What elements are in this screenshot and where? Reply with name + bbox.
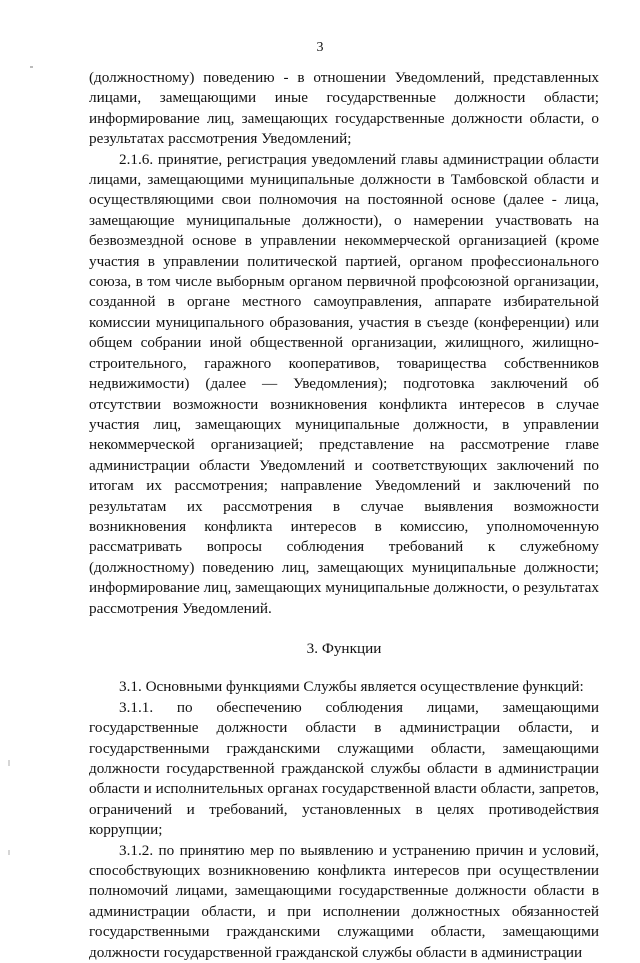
paragraph-continuation: (должностному) поведению - в отношении Уведомлений, представленных лицами, замещающими иные государственные должности области; информирование лиц, замещающих государственные должности области, о результатах рассмотрения Уведомлений;	[89, 69, 599, 148]
paragraph-3-1-1: 3.1.1. по обеспечению соблюдения лицами, замещающими государственные должности области в администрации области, и государственными гражданскими служащими области, замещающими должности государственной гражданской службы области в администрации области и исполнительных органах государственной власти области, запретов, ограничений и требований, установленных в целях противодействия коррупции;	[89, 698, 599, 839]
page-number: 3	[316, 40, 324, 55]
paragraph-2-1-6: 2.1.6. принятие, регистрация уведомлений главы администрации области лицами, замещающими муниципальные должности в Тамбовской области и осуществляющими свои полномочия на постоянной основе (далее - лица, замещающие муниципальные должности), о намерении участвовать на безвозмездной основе в управлении некоммерческой организацией (кроме участия в управлении политической партией, органом профессионального союза, в том числе выборным органом первичной профсоюзной организации, созданной в органе местного самоуправления, аппарате избирательной комиссии муниципального образования, участия в съезде (конференции) или общем собрании иной общественной организации, жилищного, жилищно-строительного, гаражного кооперативов, товарищества собственников недвижимости) (далее — Уведомления); подготовка заключений об отсутствии возможности возникновения конфликта интересов в случае участия лиц, замещающих муниципальные должности, в управлении некоммерческой организацией; представление на рассмотрение главе администрации области Уведомлений и соответствующих заключений по итогам их рассмотрения; направление Уведомлений и заключений по результатам их рассмотрения в случае выявления возможности возникновения конфликта интересов в комиссию, уполномоченную рассматривать вопросы соблюдения требований к служебному (должностному) поведению лиц, замещающих муниципальные должности; информирование лиц, замещающих муниципальные должности, о результатах рассмотрения Уведомлений.	[89, 150, 599, 617]
section-title: 3. Функции	[306, 639, 382, 657]
paragraph-3-1: 3.1. Основными функциями Службы является осуществление функций:	[119, 678, 584, 696]
document-body	[89, 68, 599, 963]
margin-mark	[30, 66, 33, 68]
scan-edge-mark	[8, 760, 10, 766]
paragraph-3-1-2: 3.1.2. по принятию мер по выявлению и устранению причин и условий, способствующих возникновению конфликта интересов при осуществлении полномочий лицами, замещающими государственные должности области в администрации области, и при исполнении должностных обязанностей государственными гражданскими служащими области, замещающими должности государственной гражданской службы области в администрации	[89, 841, 599, 961]
scan-edge-mark	[8, 850, 10, 855]
